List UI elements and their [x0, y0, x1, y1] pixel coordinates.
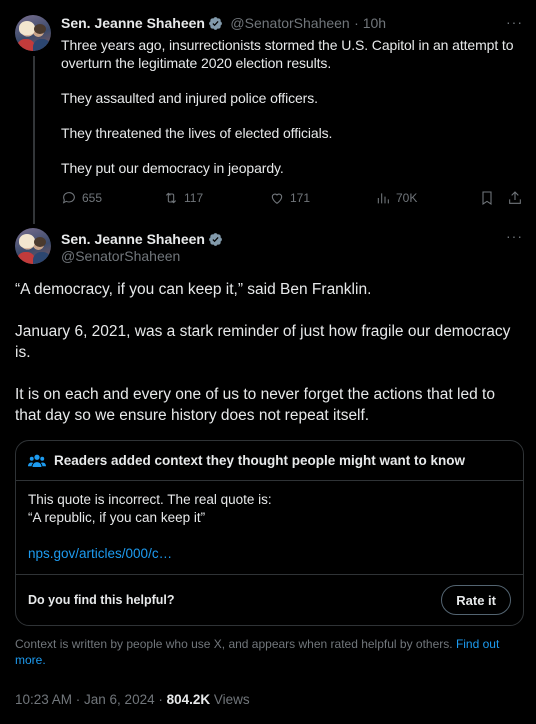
like-button[interactable] [269, 190, 310, 206]
tweet-actions [61, 190, 525, 210]
people-icon [28, 453, 46, 469]
views-label: Views [210, 692, 250, 707]
tweet-timestamp[interactable]: 10:23 AM · Jan 6, 2024 · [15, 692, 167, 707]
view-count: 70K [396, 191, 418, 205]
avatar[interactable] [15, 15, 51, 51]
avatar[interactable] [15, 228, 51, 264]
reply-count: 655 [82, 191, 103, 205]
repost-icon [163, 190, 179, 206]
views-button[interactable] [375, 190, 417, 206]
bookmark-icon [479, 190, 495, 206]
author-handle[interactable]: @SenatorShaheen [230, 15, 350, 31]
repost-count: 117 [184, 191, 204, 205]
helpful-question: Do you find this helpful? [28, 593, 175, 607]
community-note-body [16, 481, 523, 575]
verified-badge-icon [208, 232, 223, 247]
tweet2-text [15, 279, 521, 447]
heart-icon [269, 190, 285, 206]
view-count: 804.2K [166, 692, 211, 707]
tweet2-author [61, 231, 223, 249]
helpful-prompt [16, 575, 523, 625]
tweet1-text [61, 36, 523, 194]
community-note [15, 440, 524, 626]
author-name[interactable]: Sen. Jeanne Shaheen [61, 15, 205, 31]
context-disclaimer [15, 636, 515, 668]
share-icon [507, 190, 523, 206]
verified-badge-icon [208, 16, 223, 31]
tweet-time[interactable]: 10h [362, 15, 387, 31]
share-button[interactable] [507, 190, 523, 206]
more-options-icon[interactable]: ··· [506, 14, 523, 30]
tweet1-header [61, 15, 386, 33]
thread-connector [33, 56, 35, 224]
note-text-line: “A republic, if you can keep it” [28, 510, 206, 525]
tweet-paragraph: Three years ago, insurrectionists stormed the U.S. Capitol in an attempt to overturn the legitimate 2020 election results. [61, 37, 514, 71]
like-count: 171 [290, 191, 311, 205]
context-text: Context is written by people who use X, and appears when rated helpful by others. [15, 637, 456, 651]
tweet-paragraph: They put our democracy in jeopardy. [61, 160, 284, 176]
tweet-paragraph: They assaulted and injured police officers. [61, 90, 318, 106]
note-text-line: This quote is incorrect. The real quote is: [28, 492, 272, 507]
more-options-icon[interactable]: ··· [506, 228, 523, 244]
tweet-paragraph: They threatened the lives of elected officials. [61, 125, 333, 141]
separator-dot: · [354, 15, 363, 31]
tweet-paragraph: “A democracy, if you can keep it,” said Ben Franklin. [15, 281, 372, 298]
community-note-title: Readers added context they thought people might want to know [54, 453, 466, 468]
repost-button[interactable] [163, 190, 203, 206]
find-out-more-link[interactable]: Find out more. [15, 637, 500, 667]
note-source-link[interactable]: nps.gov/articles/000/c… [28, 546, 173, 561]
bookmark-button[interactable] [479, 190, 495, 206]
rate-it-button[interactable]: Rate it [441, 585, 511, 615]
analytics-icon [375, 190, 391, 206]
author-name[interactable]: Sen. Jeanne Shaheen [61, 231, 205, 247]
tweet-paragraph: It is on each and every one of us to never forget the actions that led to that day so we ensure history does not repeat itself. [15, 386, 495, 424]
reply-button[interactable] [61, 190, 102, 206]
author-handle[interactable]: @SenatorShaheen [61, 248, 181, 264]
community-note-header[interactable] [16, 441, 523, 481]
reply-icon [61, 190, 77, 206]
tweet-paragraph: January 6, 2021, was a stark reminder of just how fragile our democracy is. [15, 323, 511, 361]
tweet-meta [15, 692, 250, 707]
